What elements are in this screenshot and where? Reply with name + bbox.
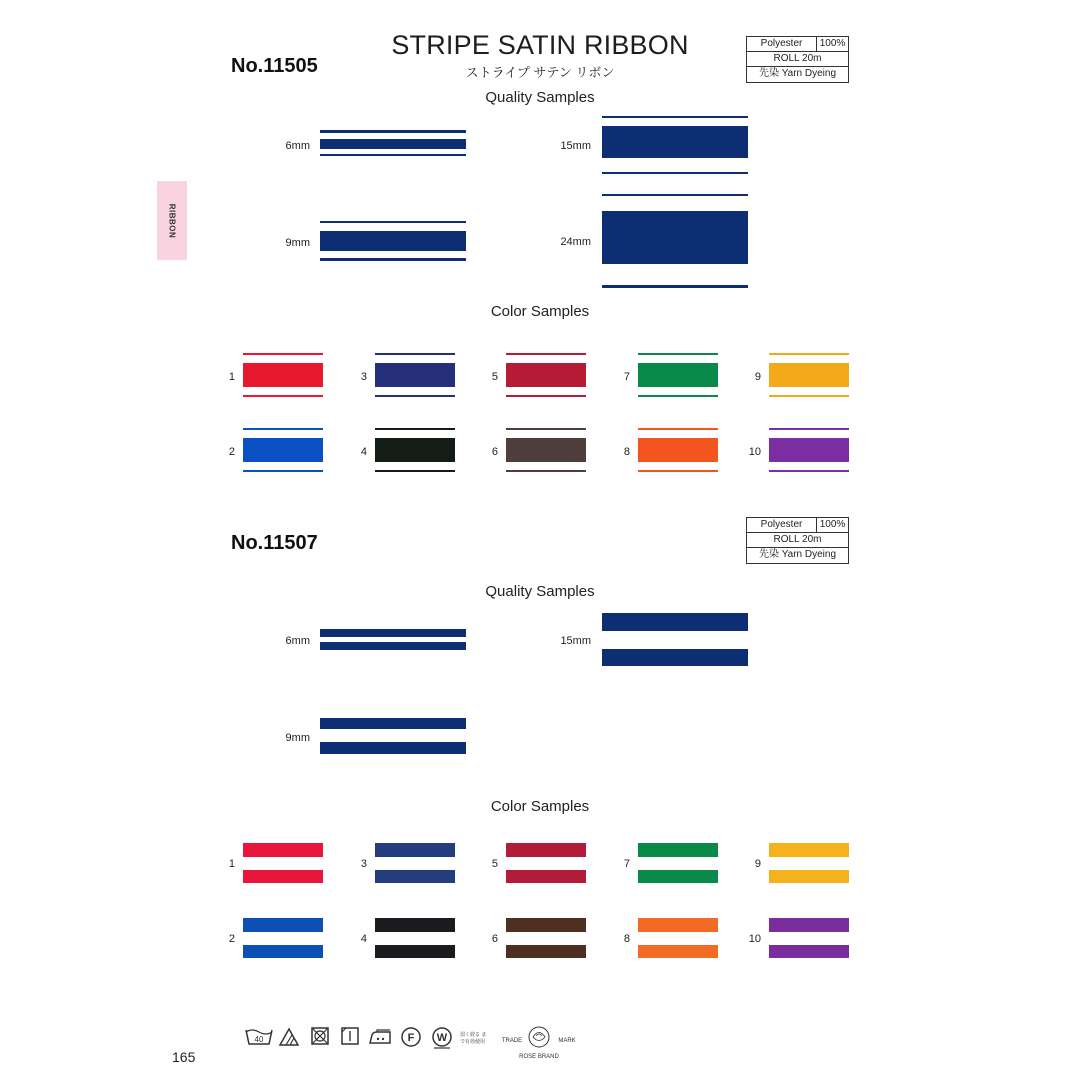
ribbon-stripe [769,438,849,462]
color-sample-ribbon [638,428,718,474]
color-number: 5 [491,371,498,383]
color-number: 9 [754,858,761,870]
color-number: 7 [623,371,630,383]
size-label: 6mm [285,635,310,647]
ribbon-quality-9mm [320,221,466,261]
color-number: 4 [360,933,367,945]
product-number: No.11507 [231,532,318,554]
color-sample-ribbon [243,918,323,960]
dryclean-letter: F [407,1032,415,1044]
ribbon-stripe [769,945,849,958]
side-tab-label: RIBBON [167,203,177,238]
size-label: 9mm [285,732,310,744]
color-sample-ribbon [506,918,586,960]
ribbon-stripe [506,363,586,387]
quality-samples-heading: Quality Samples [485,583,595,600]
ribbon-stripe [375,363,455,387]
spec-percent: 100% [819,519,846,530]
product-number: No.11505 [231,55,318,77]
ribbon-stripe [769,363,849,387]
color-number: 9 [754,371,761,383]
ribbon-stripe [506,428,586,430]
color-sample-ribbon [638,918,718,960]
color-sample-ribbon [243,353,323,399]
ribbon-stripe [638,428,718,430]
ribbon-stripe [506,918,586,932]
ribbon-quality-15mm [602,613,748,667]
ribbon-stripe [769,843,849,857]
color-sample-ribbon [506,843,586,885]
care-note: 弱く絞る まで有効使用 [460,1032,487,1045]
color-number: 6 [491,933,498,945]
ribbon-stripe [243,363,323,387]
size-label: 15mm [560,635,591,647]
color-number: 4 [360,446,367,458]
spec-dyeing: 先染 Yarn Dyeing [758,549,837,560]
color-number: 6 [491,446,498,458]
ribbon-quality-15mm [602,116,748,174]
color-number: 2 [228,933,235,945]
ribbon-stripe [506,353,586,355]
spec-table [746,36,849,83]
ribbon-stripe [243,395,323,397]
ribbon-stripe [375,438,455,462]
color-number: 1 [228,371,235,383]
ribbon-stripe [243,870,323,883]
size-label: 15mm [560,140,591,152]
ribbon-stripe [243,438,323,462]
color-sample-ribbon [769,843,849,885]
ribbon-stripe [769,918,849,932]
quality-samples-heading: Quality Samples [485,89,595,106]
ribbon-stripe [375,428,455,430]
logo-mark: MARK [558,1038,576,1044]
ribbon-quality-6mm [320,130,466,156]
size-label: 6mm [285,140,310,152]
spec-roll: ROLL 20m [773,534,822,545]
ribbon-stripe [769,395,849,397]
ribbon-stripe [638,918,718,932]
iron-icon [368,1026,394,1054]
ribbon-stripe [506,438,586,462]
spec-dyeing: 先染 Yarn Dyeing [758,68,837,79]
page-number: 165 [172,1049,196,1065]
wash-temp: 40 [254,1035,264,1044]
ribbon-stripe [375,395,455,397]
color-sample-ribbon [375,843,455,885]
color-number: 10 [748,933,761,945]
no-tumble-dry-icon [310,1026,330,1054]
ribbon-stripe [243,843,323,857]
spec-material: Polyester [747,37,817,51]
spec-table [746,517,849,564]
color-sample-ribbon [375,353,455,399]
color-number: 7 [623,858,630,870]
ribbon-stripe [638,395,718,397]
ribbon-stripe [638,353,718,355]
color-sample-ribbon [769,918,849,960]
ribbon-stripe [769,428,849,430]
ribbon-stripe [638,470,718,472]
ribbon-quality-9mm [320,718,466,756]
ribbon-stripe [375,353,455,355]
color-sample-ribbon [375,428,455,474]
size-label: 24mm [560,236,591,248]
ribbon-stripe [769,870,849,883]
rose-brand-logo [500,1022,578,1070]
color-sample-ribbon [638,843,718,885]
ribbon-stripe [375,843,455,857]
color-number: 2 [228,446,235,458]
ribbon-stripe [243,428,323,430]
ribbon-stripe [375,870,455,883]
color-number: 8 [623,446,630,458]
ribbon-stripe [506,843,586,857]
color-sample-ribbon [243,428,323,474]
color-samples-heading: Color Samples [490,303,590,320]
ribbon-stripe [638,870,718,883]
ribbon-quality-6mm [320,629,466,651]
wash-40-icon [244,1026,274,1054]
color-sample-ribbon [769,353,849,399]
page-title: STRIPE SATIN RIBBON [391,30,689,60]
side-tab [157,181,187,260]
ribbon-stripe [638,945,718,958]
logo-brand: ROSE BRAND [519,1054,559,1060]
color-number: 3 [360,858,367,870]
line-dry-icon [340,1026,360,1054]
spec-roll: ROLL 20m [773,53,822,64]
ribbon-stripe [638,438,718,462]
spec-material: Polyester [747,518,817,532]
color-number: 8 [623,933,630,945]
ribbon-stripe [506,870,586,883]
ribbon-stripe [638,843,718,857]
color-sample-ribbon [638,353,718,399]
color-number: 3 [360,371,367,383]
color-sample-ribbon [769,428,849,474]
color-number: 5 [491,858,498,870]
ribbon-stripe [638,363,718,387]
ribbon-stripe [375,918,455,932]
color-sample-ribbon [506,428,586,474]
ribbon-stripe [243,470,323,472]
ribbon-stripe [243,945,323,958]
ribbon-stripe [506,945,586,958]
wetclean-letter: W [436,1032,448,1044]
ribbon-stripe [506,470,586,472]
dry-clean-f-icon [400,1026,422,1054]
ribbon-quality-24mm [602,194,748,288]
color-number: 1 [228,858,235,870]
size-label: 9mm [285,237,310,249]
ribbon-stripe [375,470,455,472]
spec-percent: 100% [819,38,846,49]
color-samples-heading: Color Samples [490,798,590,815]
ribbon-stripe [375,945,455,958]
ribbon-stripe [243,353,323,355]
page-subtitle-jp: ストライプ サテン リボン [465,65,615,80]
ribbon-stripe [769,353,849,355]
ribbon-stripe [243,918,323,932]
color-number: 10 [748,446,761,458]
color-sample-ribbon [506,353,586,399]
color-sample-ribbon [243,843,323,885]
wet-clean-w-icon [430,1026,454,1054]
logo-trade: TRADE [501,1038,523,1044]
color-sample-ribbon [375,918,455,960]
ribbon-stripe [769,470,849,472]
bleach-triangle-icon [278,1026,300,1054]
ribbon-stripe [506,395,586,397]
